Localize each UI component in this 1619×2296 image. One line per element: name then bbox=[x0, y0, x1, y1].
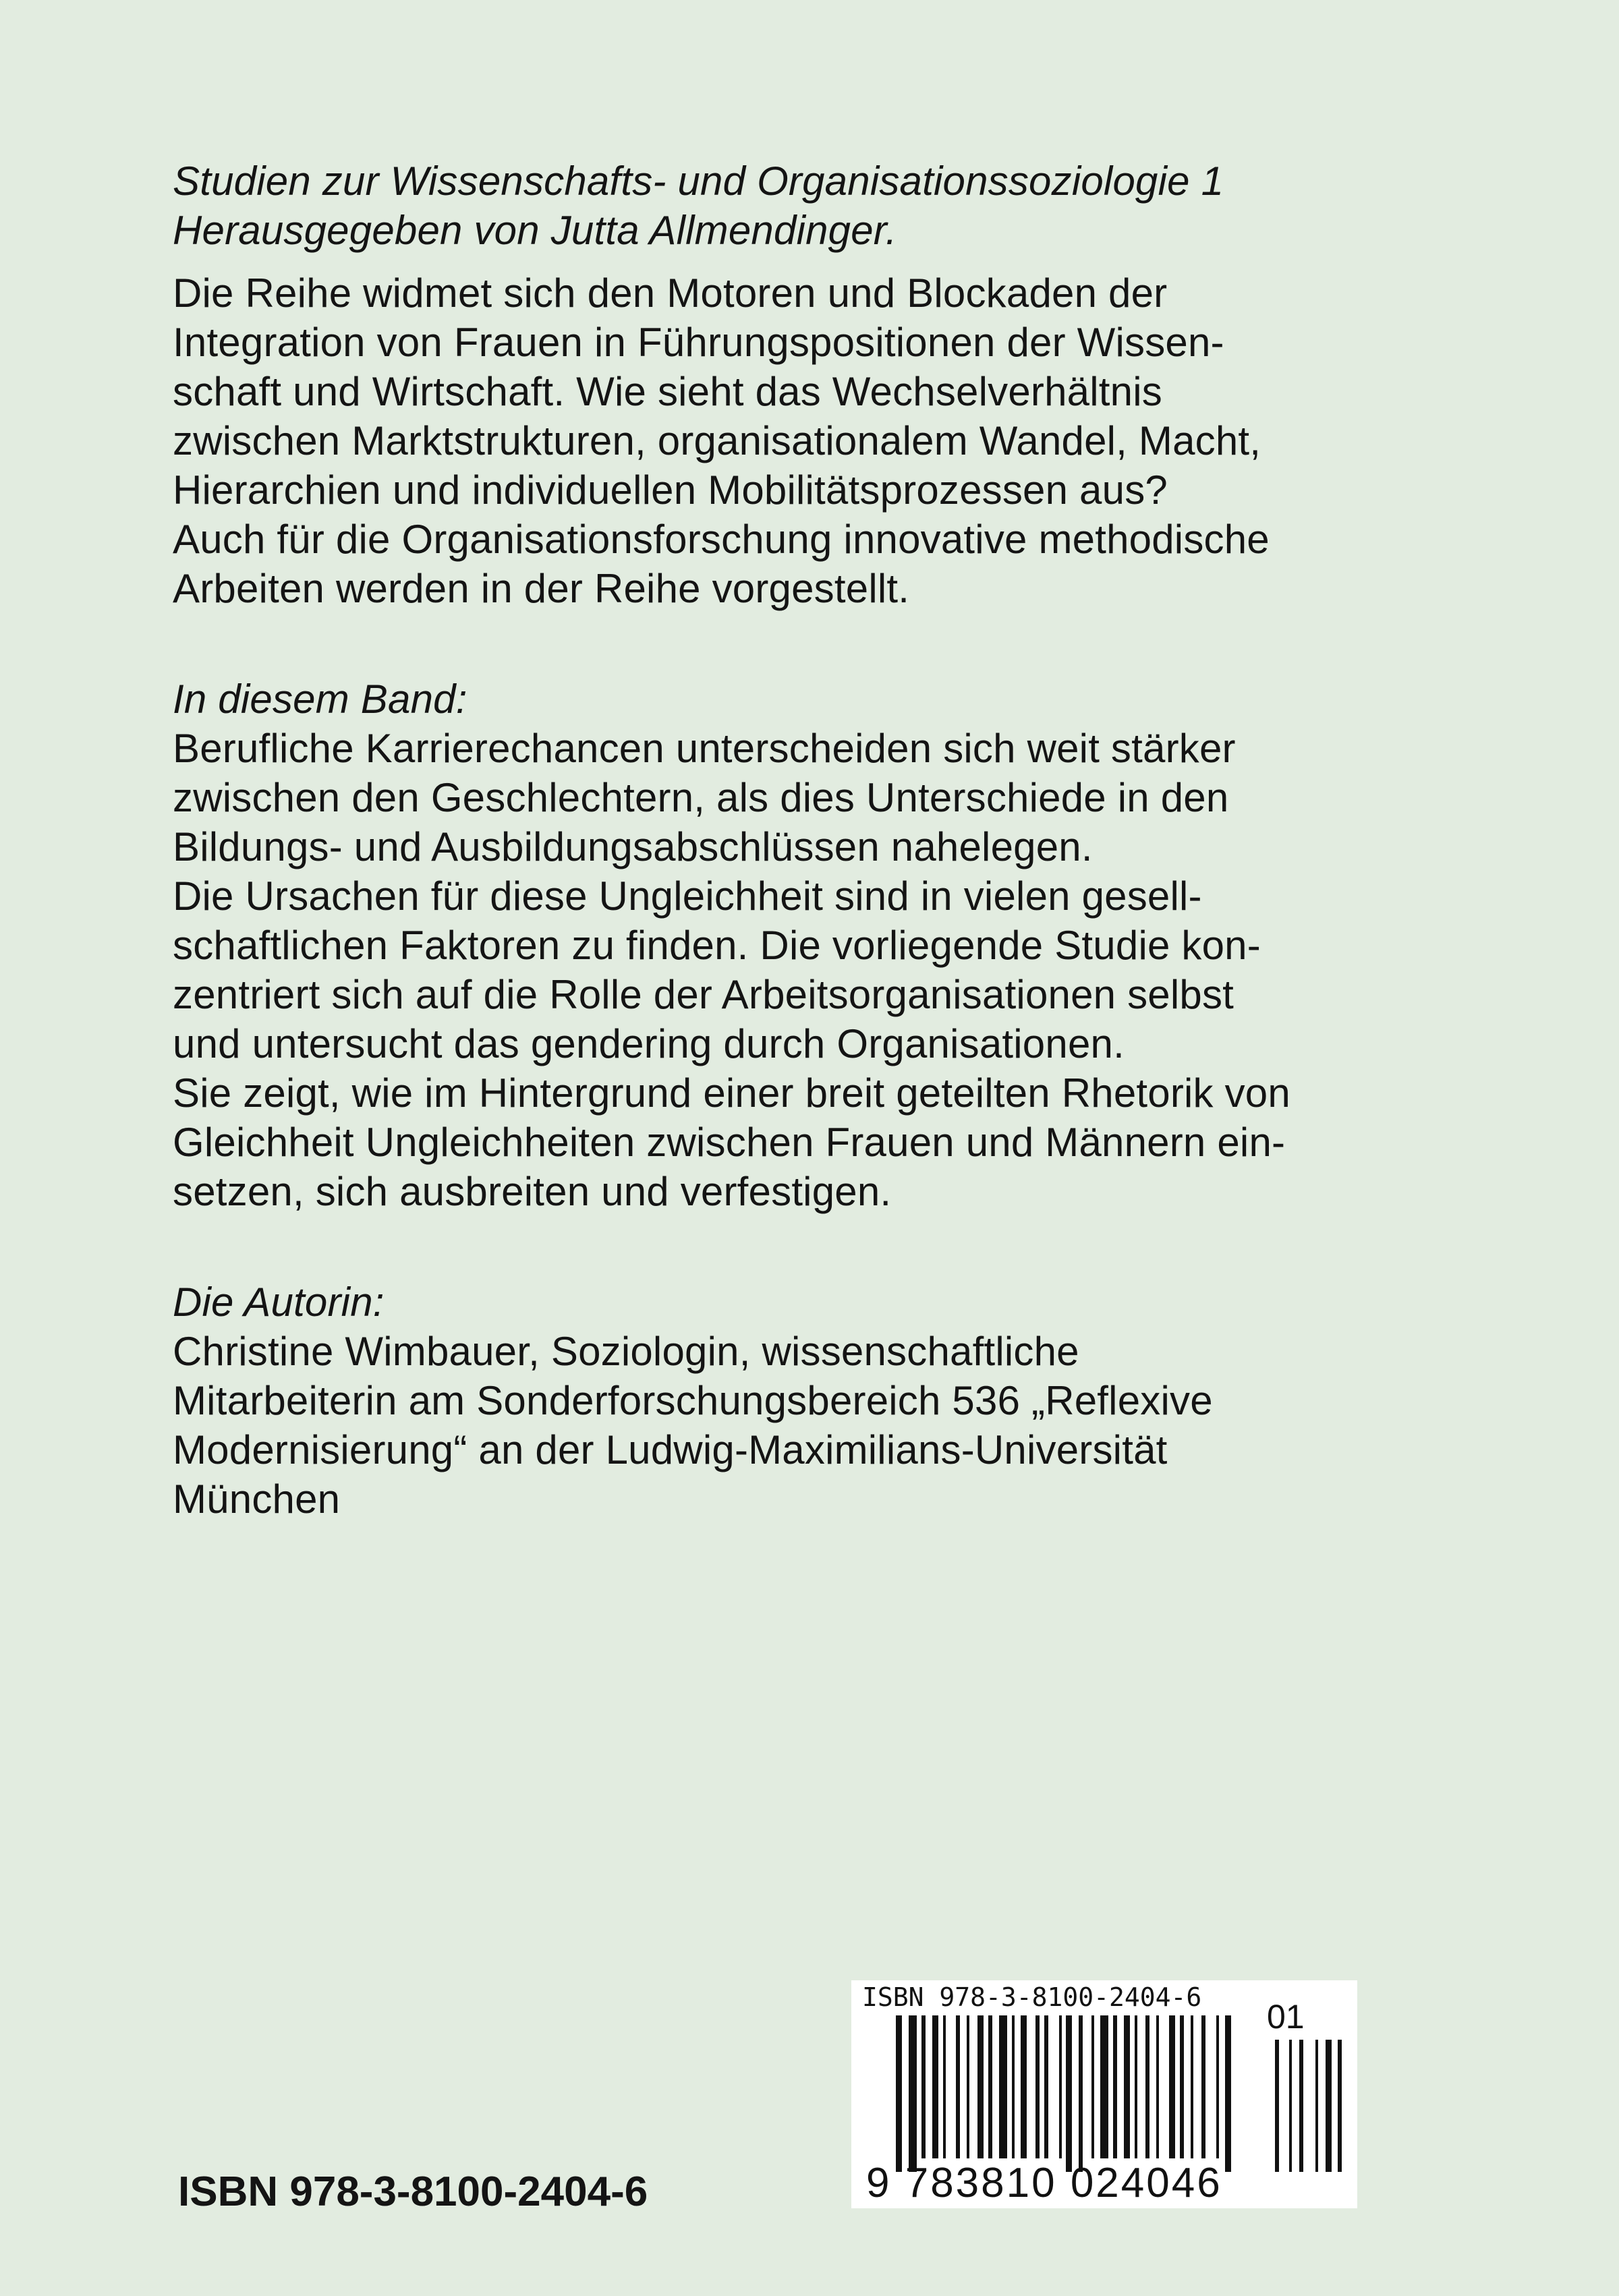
barcode-bar bbox=[921, 2015, 926, 2158]
volume-line: Berufliche Karrierechancen unterscheiden sich weit stärker bbox=[173, 726, 1236, 771]
author-section bbox=[173, 1278, 1522, 1524]
barcode-bar bbox=[1124, 2015, 1130, 2158]
barcode-bar bbox=[943, 2015, 946, 2158]
barcode-bar bbox=[1180, 2015, 1184, 2158]
barcode-addon-bar bbox=[1338, 2040, 1342, 2172]
barcode-bar bbox=[909, 2015, 917, 2172]
volume-line: zwischen den Geschlechtern, als dies Unterschiede in den bbox=[173, 775, 1229, 820]
barcode-bar bbox=[1035, 2015, 1040, 2158]
barcode-bar bbox=[956, 2015, 960, 2158]
cover-text-block bbox=[173, 156, 1522, 1524]
volume-line: Gleichheit Ungleichheiten zwischen Frauen und Männern ein- bbox=[173, 1120, 1286, 1165]
barcode-bar bbox=[932, 2015, 938, 2158]
description-line: Hierarchien und individuellen Mobilitätsprozessen aus? bbox=[173, 467, 1168, 513]
barcode-bar bbox=[1191, 2015, 1193, 2158]
description-line: Arbeiten werden in der Reihe vorgestellt. bbox=[173, 566, 910, 611]
barcode-bar bbox=[1225, 2015, 1231, 2172]
barcode-bar bbox=[1135, 2015, 1137, 2158]
author-line: Mitarbeiterin am Sonderforschungsbereich 536 „Reflexive bbox=[173, 1378, 1213, 1423]
volume-line: Die Ursachen für diese Ungleichheit sind in vielen gesell- bbox=[173, 873, 1202, 919]
barcode-bar bbox=[1145, 2015, 1149, 2158]
volume-heading: In diesem Band: bbox=[173, 677, 467, 722]
author-heading: Die Autorin: bbox=[173, 1280, 385, 1325]
barcode-bar bbox=[999, 2015, 1007, 2158]
author-line: München bbox=[173, 1476, 341, 1522]
barcode-bar bbox=[1044, 2015, 1048, 2158]
series-info bbox=[173, 156, 1522, 255]
author-line: Christine Wimbauer, Soziologin, wissenschaftliche bbox=[173, 1329, 1079, 1374]
barcode-bar bbox=[1059, 2015, 1062, 2158]
description-line: Auch für die Organisationsforschung innovative methodische bbox=[173, 517, 1270, 562]
description-line: schaft und Wirtschaft. Wie sieht das Wechselverhältnis bbox=[173, 369, 1162, 414]
barcode-digits: 9 783810 024046 bbox=[866, 2160, 1222, 2206]
barcode-bar bbox=[1113, 2015, 1117, 2158]
barcode-bar bbox=[1100, 2015, 1108, 2158]
description-line: Integration von Frauen in Führungspositionen der Wissen- bbox=[173, 320, 1224, 365]
barcode-addon-bar bbox=[1289, 2040, 1292, 2172]
author-line: Modernisierung“ an der Ludwig-Maximilians-Universität bbox=[173, 1427, 1168, 1472]
barcode-addon-bar bbox=[1299, 2040, 1303, 2172]
barcode-bar bbox=[1066, 2015, 1072, 2172]
volume-line: Sie zeigt, wie im Hintergrund einer breit geteilten Rhetorik von bbox=[173, 1070, 1290, 1116]
barcode-bar bbox=[1201, 2015, 1205, 2158]
barcode-bar bbox=[1169, 2015, 1175, 2158]
barcode-addon-bar bbox=[1315, 2040, 1318, 2172]
volume-line: schaftlichen Faktoren zu finden. Die vorliegende Studie kon- bbox=[173, 923, 1261, 968]
volume-line: Bildungs- und Ausbildungsabschlüssen nahelegen. bbox=[173, 824, 1093, 869]
description-line: Die Reihe widmet sich den Motoren und Blockaden der bbox=[173, 270, 1168, 316]
barcode-bar bbox=[967, 2015, 969, 2158]
barcode-bar bbox=[977, 2015, 984, 2158]
volume-section bbox=[173, 675, 1522, 1216]
barcode-bar bbox=[1021, 2015, 1027, 2158]
barcode-bar bbox=[1156, 2015, 1159, 2158]
barcode-bar bbox=[988, 2015, 992, 2158]
barcode-bar bbox=[1091, 2015, 1094, 2158]
volume-line: und untersucht das gendering durch Organisationen. bbox=[173, 1021, 1125, 1066]
barcode-bar bbox=[1216, 2015, 1219, 2158]
series-title: Studien zur Wissenschafts- und Organisationssoziologie 1 bbox=[173, 159, 1224, 204]
volume-line: zentriert sich auf die Rolle der Arbeitsorganisationen selbst bbox=[173, 972, 1234, 1017]
barcode bbox=[851, 1980, 1357, 2208]
barcode-addon-bar bbox=[1326, 2040, 1332, 2172]
barcode-bar bbox=[896, 2015, 902, 2172]
barcode-addon-digits: 01 bbox=[1267, 1998, 1305, 2036]
description-line: zwischen Marktstrukturen, organisationalem Wandel, Macht, bbox=[173, 418, 1261, 463]
series-editor: Herausgegeben von Jutta Allmendinger. bbox=[173, 208, 897, 253]
barcode-bar bbox=[1012, 2015, 1015, 2158]
volume-line: setzen, sich ausbreiten und verfestigen. bbox=[173, 1169, 892, 1214]
isbn-number: ISBN 978-3-8100-2404-6 bbox=[178, 2169, 648, 2215]
barcode-isbn-label: ISBN 978-3-8100-2404-6 bbox=[862, 1982, 1202, 2012]
series-description bbox=[173, 268, 1522, 613]
barcode-addon-bar bbox=[1275, 2040, 1279, 2172]
barcode-bar bbox=[1079, 2015, 1083, 2172]
